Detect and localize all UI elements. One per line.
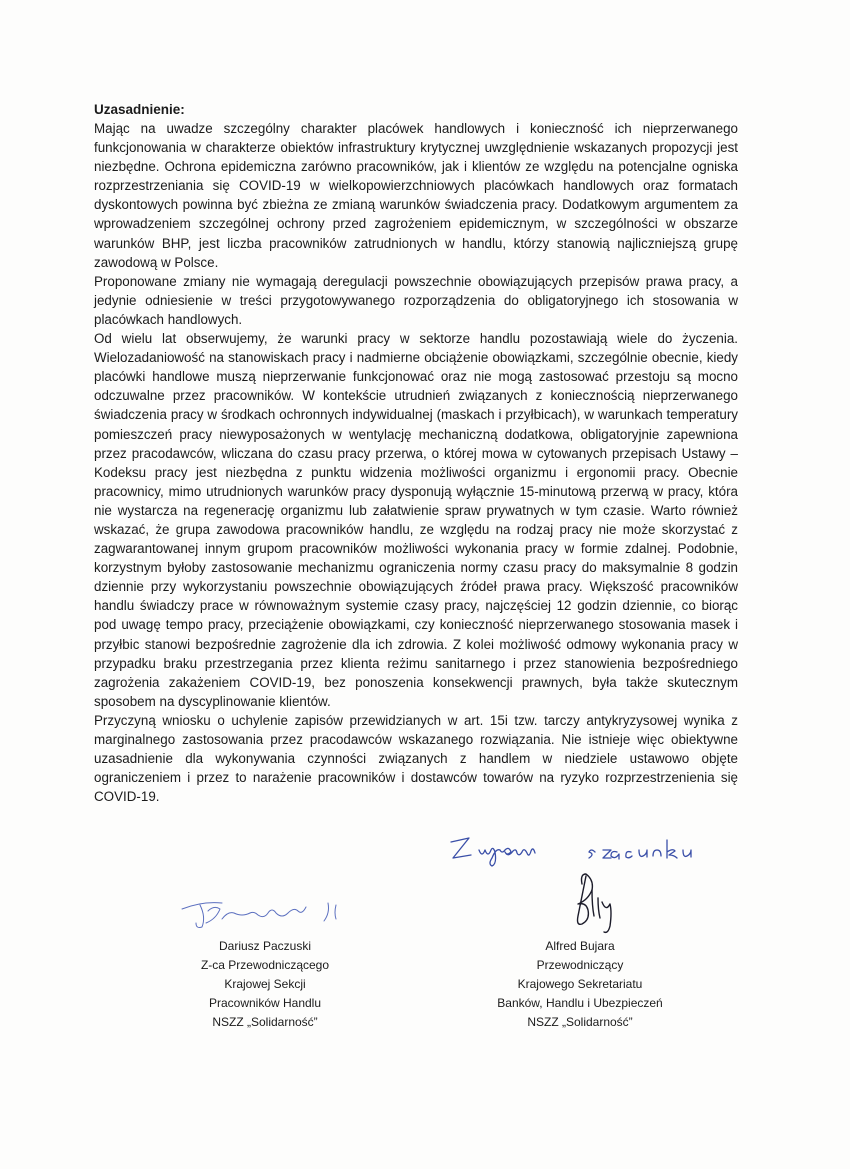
- document-body: [94, 100, 738, 806]
- signature-bujara: [560, 872, 630, 942]
- signatory-name: Dariusz Paczuski: [218, 939, 312, 953]
- signatory-name: Alfred Bujara: [545, 939, 615, 953]
- paragraph: Mając na uwadze szczególny charakter placówek handlowych i konieczność ich nieprzerwanego funkcjonowania w charakterze obiektów infrastruktury krytycznej uwzględnienie wskazanych propozycji jest niezbędne. Ochrona epidemiczna zarówno pracowników, jak i klientów ze względu na potencjalne ogniska rozprzestrzeniania się COVID-19 w wielkopowierzchniowych placówkach handlowych oraz formatach dyskontowych powinna być zbieżna ze zmianą warunków świadczenia pracy. Dodatkowym argumentem za wprowadzeniem szczególnej ochrony przed zagrożeniem epidemicznym, w szczególności w obszarze warunków BHP, jest liczba pracowników zatrudnionych w handlu, którzy stanowią najliczniejszą grupę zawodową w Polsce.: [94, 121, 738, 270]
- signatory-title: Krajowej Sekcji: [224, 977, 306, 991]
- paragraph: Proponowane zmiany nie wymagają deregulacji powszechnie obowiązujących przepisów prawa pracy, a jedynie odniesienie w treści przygotowywanego rozporządzenia do obligatoryjnego ich stosowania w placówkach handlowych.: [94, 273, 738, 327]
- signatory-title: Pracowników Handlu: [208, 996, 322, 1010]
- signatory-left: [150, 937, 380, 1032]
- paragraph: Od wielu lat obserwujemy, że warunki pracy w sektorze handlu pozostawiają wiele do życzenia. Wielozadaniowość na stanowiskach pracy i nadmierne obciążenie obowiązkami, szczególnie obecnie, kiedy placówki handlowe muszą nieprzerwanie funkcjonować oraz nie mogą zastosować przestoju są mocno odczuwalne przez pracowników. W kontekście utrudnień związanych z koniecznością nieprzerwanego świadczenia pracy w środkach ochronnych indywidualnej (maskach i przyłbicach), w warunkach temperatury pomieszczeń pracy niewyposażonych w wentylację mechaniczną dodatkowa, obligatoryjnie zapewniona przez pracodawców, wliczana do czasu pracy przerwa, o której mowa w cytowanych przepisach Ustawy – Kodeksu pracy jest niezbędna z punktu widzenia możliwości organizmu i ergonomii pracy. Obecnie pracownicy, mimo utrudnionych warunków pracy dysponują wyłącznie 15-minutową przerwą w pracy, która nie wystarcza na regenerację organizmu lub załatwienie spraw prywatnych w tym czasie. Warto również wskazać, że grupa zawodowa pracowników handlu, ze względu na rodzaj pracy nie może skorzystać z zagwarantowanej innym grupom pracowników możliwości wykonania pracy w formie zdalnej. Podobnie, korzystnym byłoby zastosowanie mechanizmu ograniczenia normy czasu pracy do maksymalnie 8 godzin dziennie przy wykorzystaniu powszechnie obowiązujących źródeł prawa pracy. Większość pracowników handlu świadczy prace w równoważnym systemie czasy pracy, najczęściej 12 godzin dziennie, co biorąc pod uwagę tempo pracy, przeciążenie obowiązkami, czy konieczność nieprzerwanego stosowania masek i przyłbic stanowi bezpośrednie zagrożenie dla ich zdrowia. Z kolei możliwość odmowy wykonania pracy w przypadku braku przestrzegania przez klienta reżimu sanitarnego i przez stanowienia bezpośredniego zagrożenia zakażeniem COVID-19, bez ponoszenia konsekwencji prawnych, była także skutecznym sposobem na dyscyplinowanie klientów.: [94, 331, 738, 709]
- signatory-organization: NSZZ „Solidarność”: [212, 1015, 318, 1029]
- handwritten-closing: [445, 828, 735, 870]
- signatory-title: Przewodniczący: [536, 958, 624, 972]
- signatory-organization: NSZZ „Solidarność”: [527, 1015, 633, 1029]
- signatory-right: [470, 937, 690, 1032]
- signatory-title: Krajowego Sekretariatu: [517, 977, 643, 991]
- signature-paczuski: [178, 893, 348, 933]
- section-heading: Uzasadnienie:: [94, 102, 185, 117]
- paragraph: Przyczyną wniosku o uchylenie zapisów przewidzianych w art. 15i tzw. tarczy antykryzysowej wynika z marginalnego zastosowania przez pracodawców wskazanego rozwiązania. Nie istnieje więc obiektywne uzasadnienie dla wykonywania czynności związanych z handlem w niedziele ustawowo objęte ograniczeniem i przez to narażenie pracowników i dostawców towarów na ryzyko rozprzestrzenienia się COVID-19.: [94, 712, 738, 805]
- signatory-title: Banków, Handlu i Ubezpieczeń: [497, 996, 663, 1010]
- signatory-title: Z-ca Przewodniczącego: [200, 958, 330, 972]
